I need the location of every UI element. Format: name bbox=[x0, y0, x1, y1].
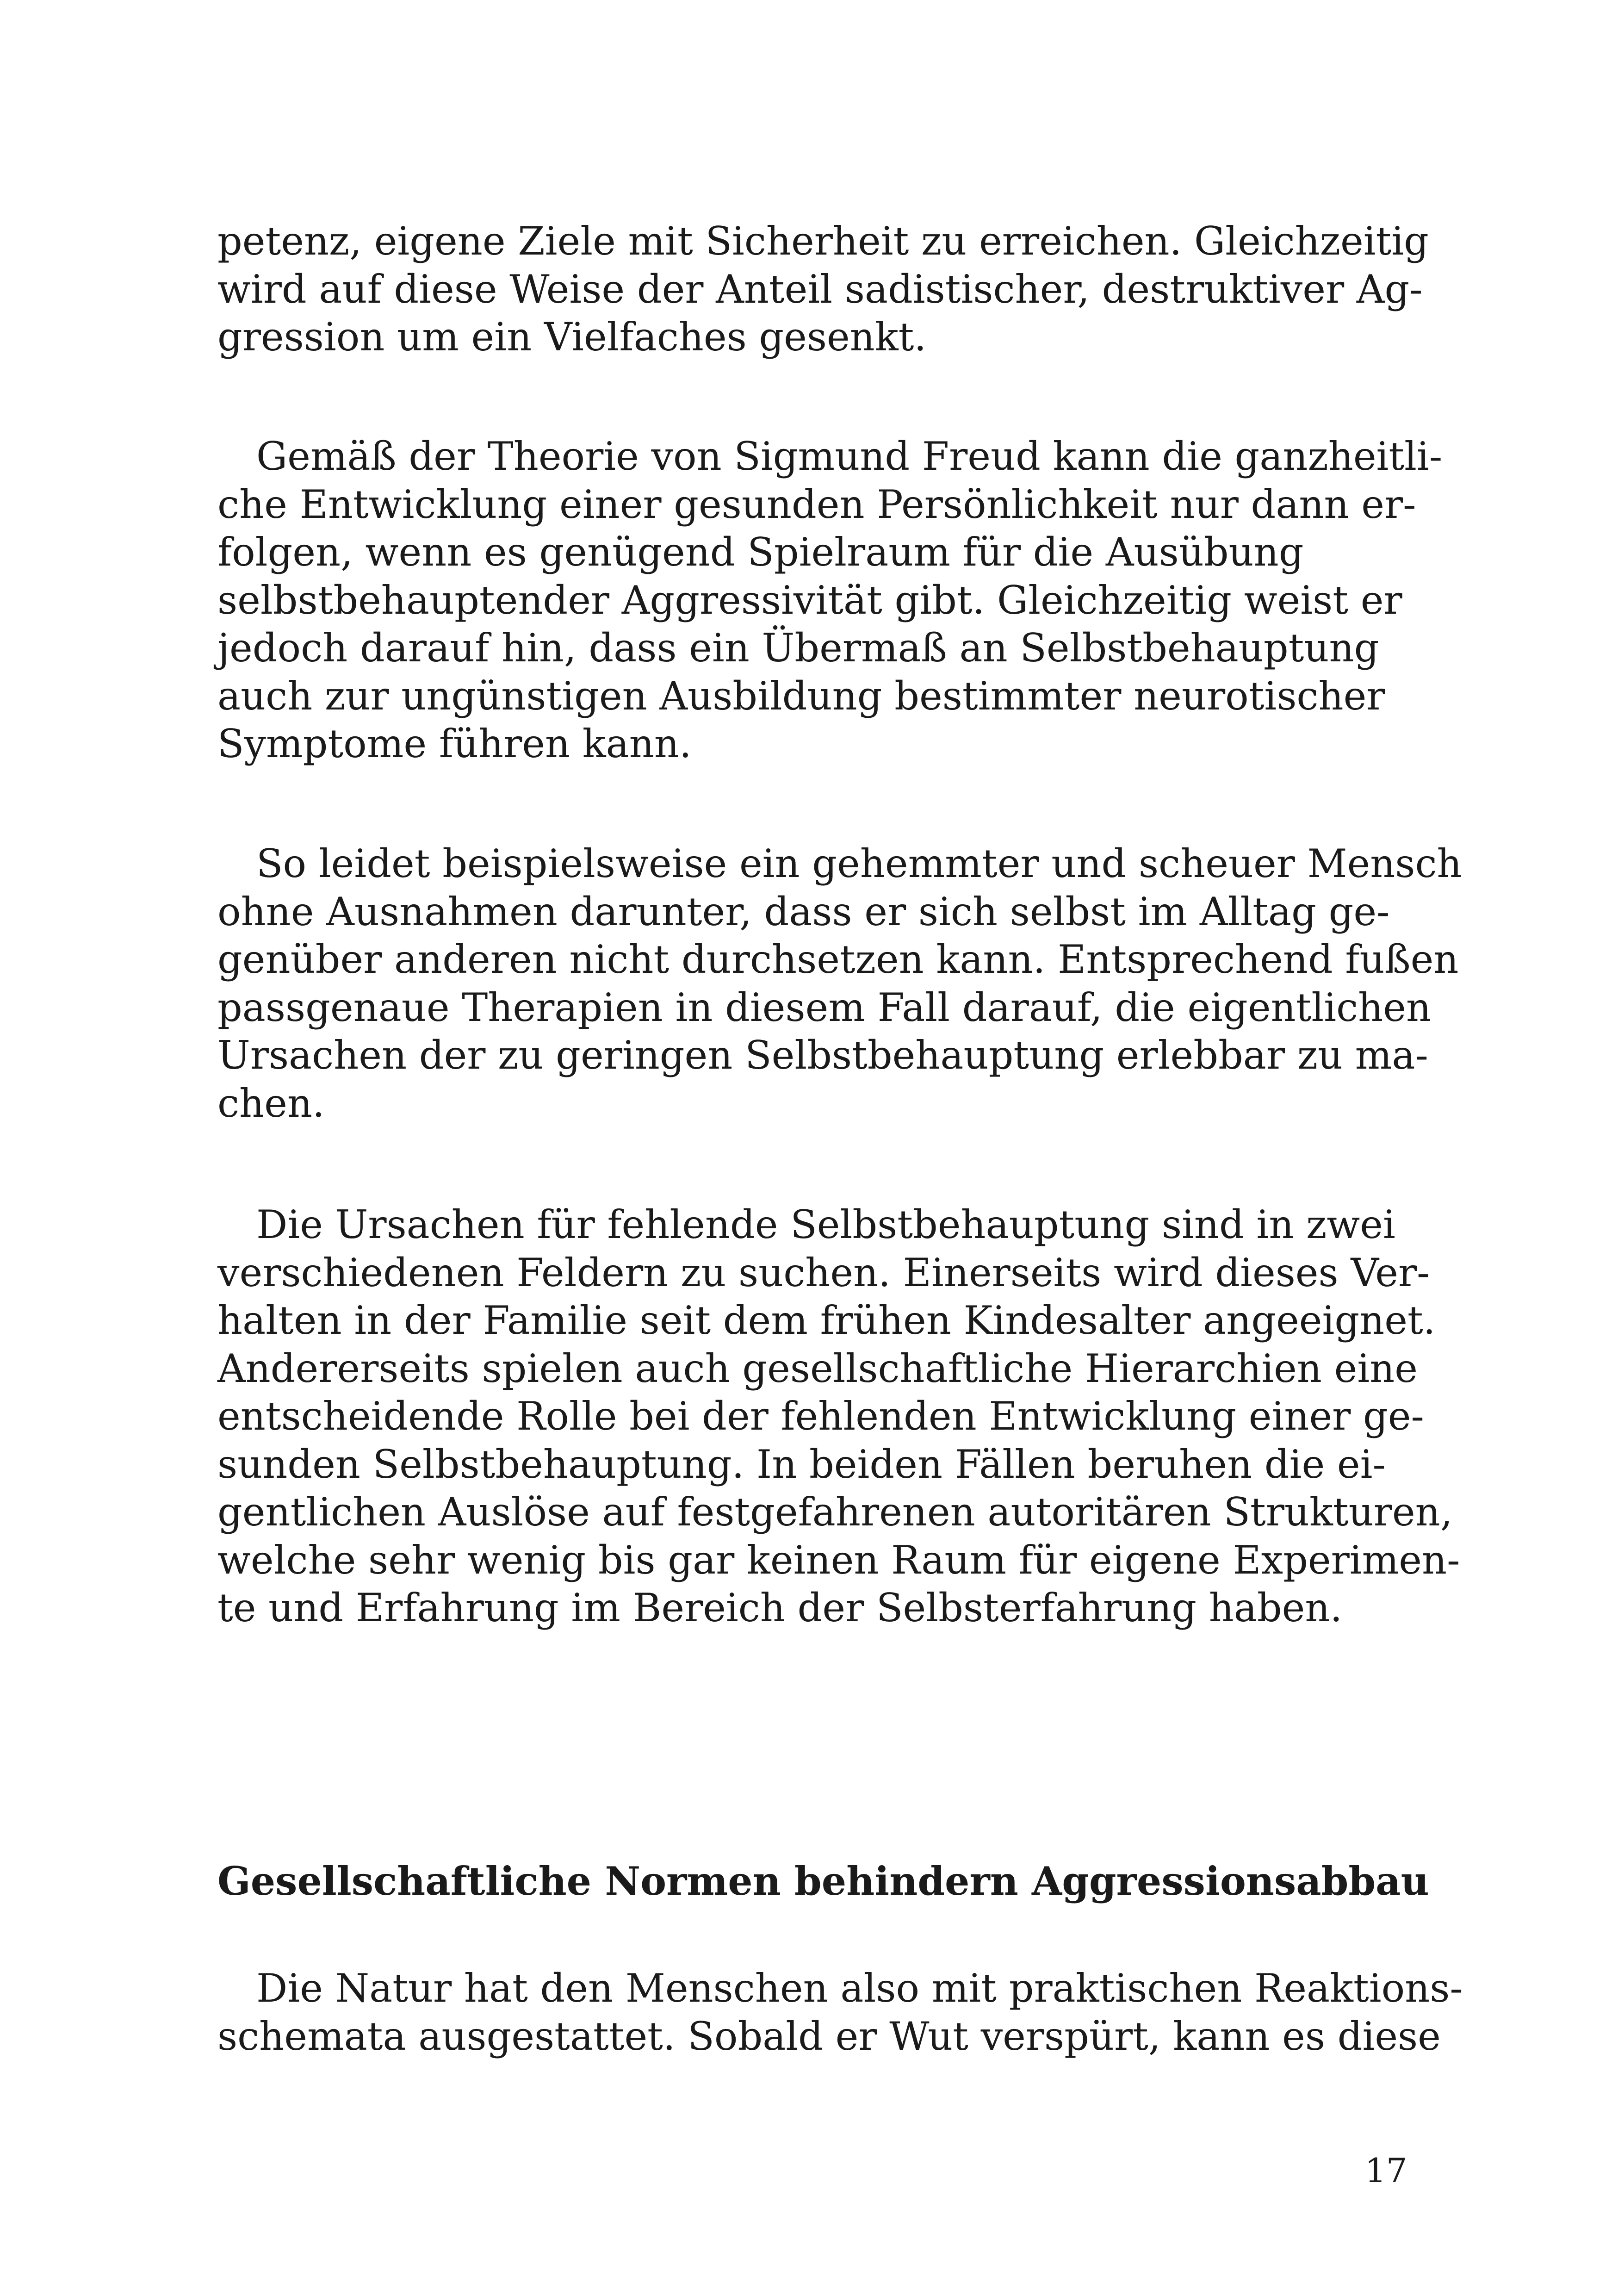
text-line: welche sehr wenig bis gar keinen Raum für eigene Experimen- bbox=[217, 1537, 1460, 1583]
text-line: verschiedenen Feldern zu suchen. Einerseits wird dieses Ver- bbox=[217, 1250, 1430, 1295]
text-line: entscheidende Rolle bei der fehlenden Entwicklung einer ge- bbox=[217, 1394, 1424, 1439]
text-line: Die Ursachen für fehlende Selbstbehauptung sind in zwei bbox=[217, 1202, 1395, 1247]
paragraph-5 bbox=[217, 1965, 1463, 2060]
text-line: So leidet beispielsweise ein gehemmter und scheuer Mensch bbox=[217, 841, 1462, 886]
text-line: sunden Selbstbehauptung. In beiden Fällen beruhen die ei- bbox=[217, 1441, 1386, 1487]
paragraph-4 bbox=[217, 1201, 1460, 1632]
text-line: auch zur ungünstigen Ausbildung bestimmter neurotischer bbox=[217, 673, 1385, 719]
text-line: che Entwicklung einer gesunden Persönlichkeit nur dann er- bbox=[217, 481, 1416, 527]
paragraph-1 bbox=[217, 218, 1429, 361]
text-line: te und Erfahrung im Bereich der Selbsterfahrung haben. bbox=[217, 1585, 1343, 1630]
text-line: petenz, eigene Ziele mit Sicherheit zu erreichen. Gleichzeitig bbox=[217, 218, 1429, 264]
section-heading: Gesellschaftliche Normen behindern Aggressionsabbau bbox=[217, 1858, 1429, 1904]
text-line: Andererseits spielen auch gesellschaftliche Hierarchien eine bbox=[217, 1345, 1418, 1391]
text-line: passgenaue Therapien in diesem Fall darauf, die eigentlichen bbox=[217, 984, 1432, 1030]
text-line: ohne Ausnahmen darunter, dass er sich selbst im Alltag ge- bbox=[217, 889, 1390, 934]
text-line: schemata ausgestattet. Sobald er Wut verspürt, kann es diese bbox=[217, 2013, 1441, 2059]
text-line: gentlichen Auslöse auf festgefahrenen autoritären Strukturen, bbox=[217, 1489, 1453, 1535]
text-line: gression um ein Vielfaches gesenkt. bbox=[217, 314, 927, 360]
text-line: selbstbehauptender Aggressivität gibt. Gleichzeitig weist er bbox=[217, 577, 1402, 623]
text-line: chen. bbox=[217, 1080, 325, 1126]
text-line: wird auf diese Weise der Anteil sadistischer, destruktiver Ag- bbox=[217, 266, 1423, 312]
text-line: Ursachen der zu geringen Selbstbehauptung erlebbar zu ma- bbox=[217, 1033, 1428, 1078]
text-line: Die Natur hat den Menschen also mit praktischen Reaktions- bbox=[217, 1966, 1463, 2011]
text-line: jedoch darauf hin, dass ein Übermaß an Selbstbehauptung bbox=[217, 625, 1379, 671]
text-line: Gemäß der Theorie von Sigmund Freud kann die ganzheitli- bbox=[217, 434, 1443, 479]
page-number: 17 bbox=[1365, 2151, 1407, 2190]
paragraph-3 bbox=[217, 840, 1462, 1127]
text-line: Symptome führen kann. bbox=[217, 721, 692, 766]
text-line: halten in der Familie seit dem frühen Kindesalter angeeignet. bbox=[217, 1298, 1436, 1343]
text-line: folgen, wenn es genügend Spielraum für die Ausübung bbox=[217, 529, 1304, 575]
text-line: genüber anderen nicht durchsetzen kann. Entsprechend fußen bbox=[217, 937, 1459, 982]
paragraph-2 bbox=[217, 433, 1443, 768]
